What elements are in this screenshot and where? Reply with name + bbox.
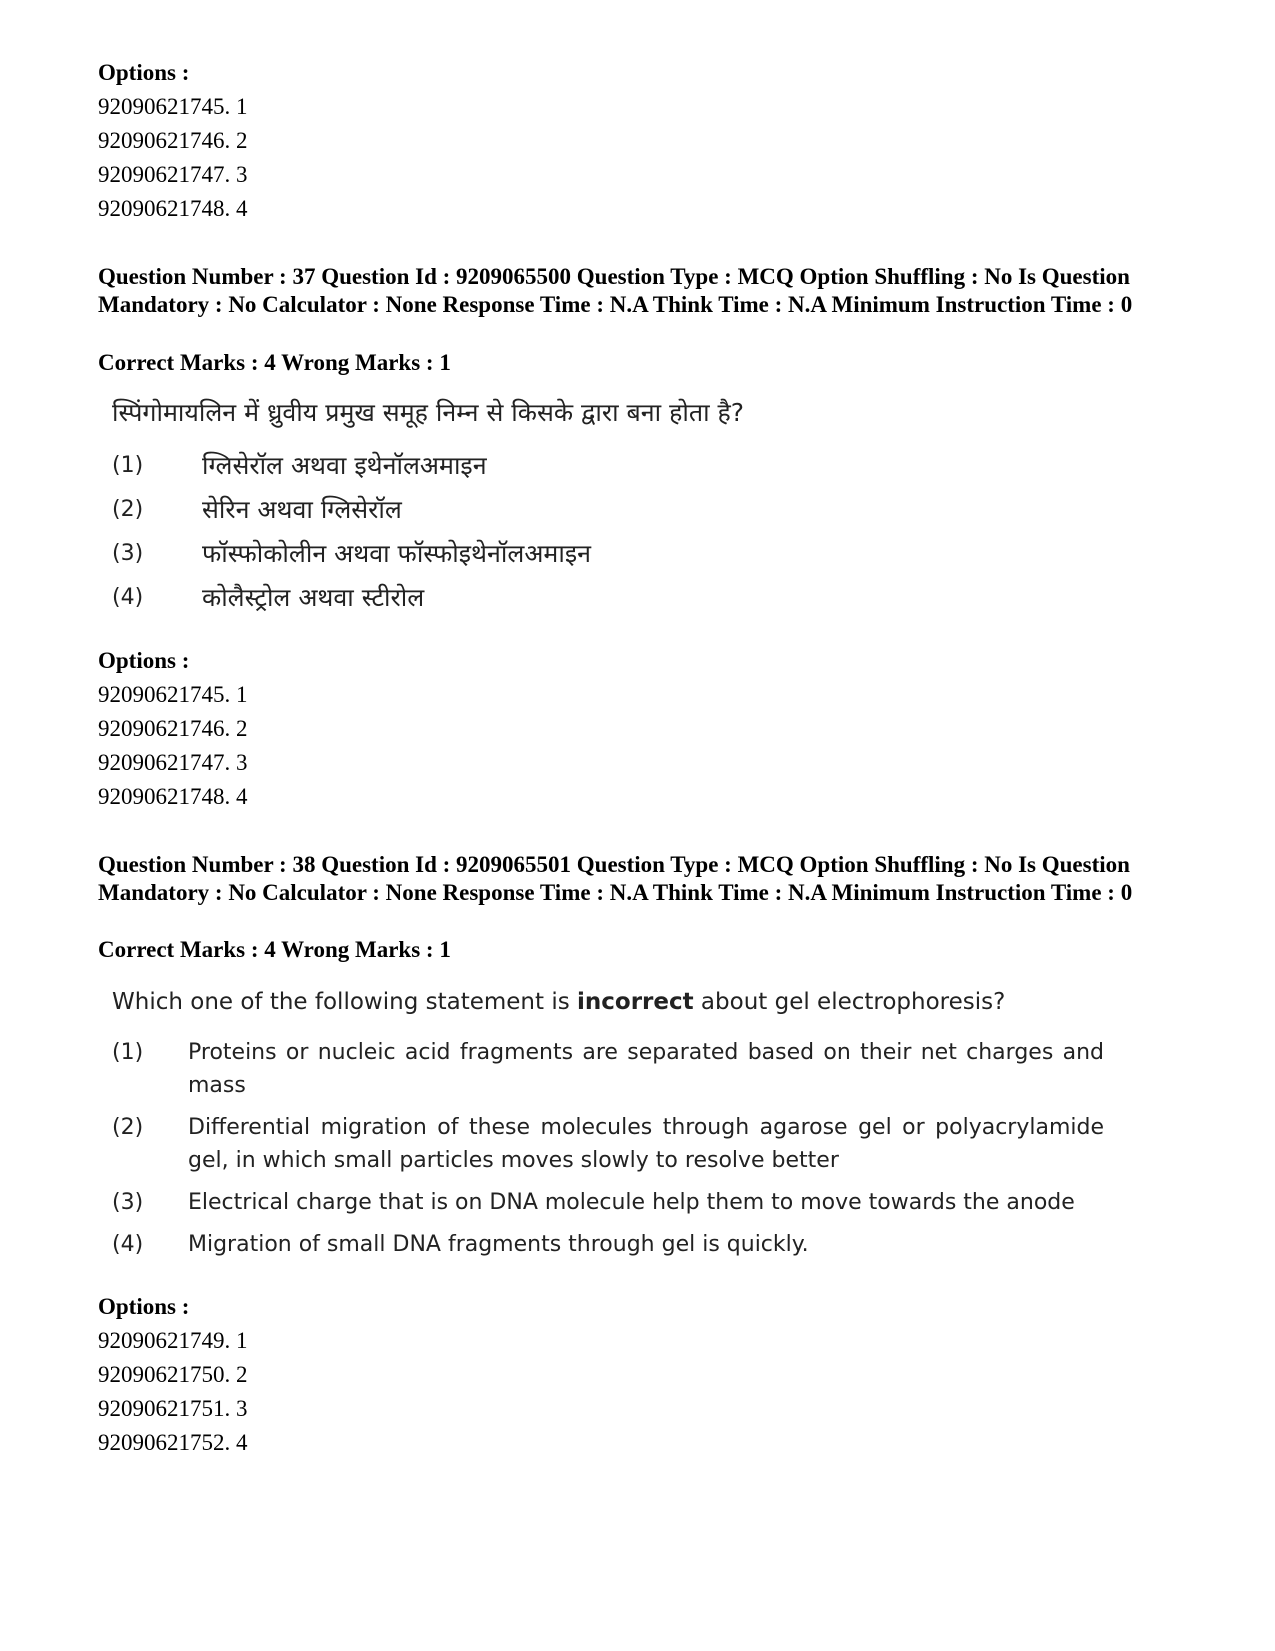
q37-choice-4 bbox=[112, 576, 1112, 620]
q37-stem: स्पिंगोमायलिन में ध्रुवीय प्रमुख समूह निम्न से किसके द्वारा बना होता है? bbox=[112, 398, 745, 427]
q37-options-block bbox=[98, 644, 698, 814]
choice-number: (1) bbox=[112, 453, 144, 478]
choice-text: Proteins or nucleic acid fragments are separated based on their net charges and mass bbox=[188, 1040, 1104, 1098]
options-heading: Options : bbox=[98, 648, 190, 673]
choice-text: कोलैस्ट्रोल अथवा स्टीरोल bbox=[202, 583, 425, 612]
option-line: 92090621750. 2 bbox=[98, 1362, 248, 1387]
q37-choice-3 bbox=[112, 532, 1112, 576]
option-line: 92090621749. 1 bbox=[98, 1328, 248, 1353]
q38-options-block bbox=[98, 1290, 698, 1460]
q38-stem bbox=[112, 986, 1104, 1018]
q37-choice-1 bbox=[112, 444, 1112, 488]
q38-stem-after: about gel electrophoresis? bbox=[693, 989, 1006, 1015]
q37-choice-2 bbox=[112, 488, 1112, 532]
option-line: 92090621747. 3 bbox=[98, 162, 248, 187]
choice-number: (2) bbox=[112, 1115, 144, 1140]
option-line: 92090621746. 2 bbox=[98, 716, 248, 741]
q38-choice-2 bbox=[112, 1111, 1104, 1177]
choice-number: (2) bbox=[112, 497, 144, 522]
option-line: 92090621746. 2 bbox=[98, 128, 248, 153]
choice-text: Electrical charge that is on DNA molecule help them to move towards the anode bbox=[188, 1190, 1075, 1215]
top-options-block bbox=[98, 56, 698, 226]
q38-choice-4 bbox=[112, 1228, 1104, 1261]
options-heading: Options : bbox=[98, 60, 190, 85]
choice-text: सेरिन अथवा ग्लिसेरॉल bbox=[202, 495, 402, 524]
choice-text: ग्लिसेरॉल अथवा इथेनॉलअमाइन bbox=[202, 451, 487, 480]
q38-stem-before: Which one of the following statement is bbox=[112, 989, 578, 1015]
choice-number: (1) bbox=[112, 1040, 144, 1065]
q37-meta: Question Number : 37 Question Id : 9209065500 Question Type : MCQ Option Shuffling : No Is Question Mandatory : No Calculator : None Response Time : N.A Think Time : N.A Minimum Instruction Time : 0 bbox=[98, 264, 1133, 317]
choice-number: (3) bbox=[112, 1190, 144, 1215]
choice-number: (4) bbox=[112, 1232, 144, 1257]
q38-stem-emphasis: incorrect bbox=[577, 989, 694, 1015]
choice-text: Migration of small DNA fragments through gel is quickly. bbox=[188, 1232, 809, 1257]
q38-question bbox=[112, 986, 1104, 1270]
options-heading: Options : bbox=[98, 1294, 190, 1319]
q38-meta: Question Number : 38 Question Id : 9209065501 Question Type : MCQ Option Shuffling : No Is Question Mandatory : No Calculator : None Response Time : N.A Think Time : N.A Minimum Instruction Time : 0 bbox=[98, 852, 1133, 905]
option-line: 92090621745. 1 bbox=[98, 94, 248, 119]
option-line: 92090621748. 4 bbox=[98, 784, 248, 809]
choice-text: फॉस्फोकोलीन अथवा फॉस्फोइथेनॉलअमाइन bbox=[202, 539, 591, 568]
option-line: 92090621745. 1 bbox=[98, 682, 248, 707]
q37-marks: Correct Marks : 4 Wrong Marks : 1 bbox=[98, 350, 451, 375]
q37-question bbox=[112, 396, 1112, 620]
choice-number: (3) bbox=[112, 541, 144, 566]
option-line: 92090621747. 3 bbox=[98, 750, 248, 775]
option-line: 92090621748. 4 bbox=[98, 196, 248, 221]
choice-number: (4) bbox=[112, 585, 144, 610]
q38-marks: Correct Marks : 4 Wrong Marks : 1 bbox=[98, 937, 451, 962]
option-line: 92090621752. 4 bbox=[98, 1430, 248, 1455]
q38-choice-1 bbox=[112, 1036, 1104, 1102]
choice-text: Differential migration of these molecules through agarose gel or polyacrylamide gel, in which small particles moves slowly to resolve better bbox=[188, 1115, 1104, 1173]
q38-choice-3 bbox=[112, 1186, 1104, 1219]
option-line: 92090621751. 3 bbox=[98, 1396, 248, 1421]
